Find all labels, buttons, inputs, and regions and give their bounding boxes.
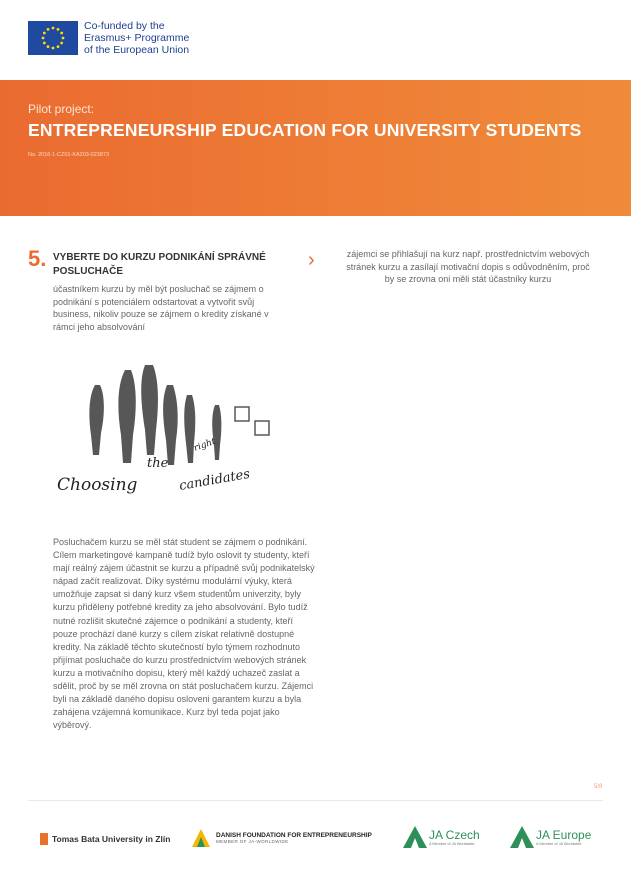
figure-3 — [141, 365, 158, 455]
eu-caption — [84, 20, 189, 56]
eu-logo — [28, 20, 189, 56]
project-number: No. 2016-1-CZ01-KA203-023873 — [28, 152, 110, 158]
eu-star — [43, 32, 46, 35]
ja-czech-logo — [403, 826, 480, 848]
eu-line-2: Erasmus+ Programme — [84, 32, 190, 44]
ja-czech-name: JA Czech — [429, 828, 480, 842]
page-title: ENTREPRENEURSHIP EDUCATION FOR UNIVERSITY STUDENTS — [28, 120, 582, 140]
eu-star — [43, 42, 46, 45]
figure-5 — [184, 395, 195, 463]
dfe-subline: MEMBER OF JA-WORLDWIDE — [216, 839, 289, 844]
sketch-word-candidates: candidates — [178, 466, 252, 494]
ja-czech-mark-icon — [403, 826, 427, 848]
eu-star — [47, 28, 50, 31]
title-banner — [0, 80, 631, 216]
eu-star — [57, 45, 60, 48]
ja-europe-logo — [510, 826, 591, 848]
eu-line-3: of the European Union — [84, 44, 190, 56]
eu-star — [62, 37, 65, 40]
eu-star — [60, 32, 63, 35]
section-title: VYBERTE DO KURZU PODNIKÁNÍ SPRÁVNÉ POSLUCHAČE — [53, 252, 266, 277]
sketch-word-right: right — [192, 436, 218, 454]
dfe-name: DANISH FOUNDATION FOR ENTREPRENEURSHIP — [216, 832, 372, 839]
eu-flag-icon — [28, 21, 78, 55]
tbu-name: Tomas Bata University in Zlín — [52, 834, 171, 844]
ja-europe-subline: A Member of JA Worldwide — [536, 842, 582, 846]
dfe-logo — [192, 829, 372, 847]
ja-europe-mark-icon — [510, 826, 534, 848]
ja-europe-name: JA Europe — [536, 828, 592, 842]
eu-star — [52, 27, 55, 30]
eu-line-1: Co-funded by the — [84, 20, 165, 32]
eu-star — [57, 28, 60, 31]
sketch-people-illustration — [55, 355, 290, 515]
eu-star — [52, 47, 55, 50]
pilot-label: Pilot project: — [28, 102, 95, 116]
tbu-mark-icon — [40, 833, 48, 845]
body-paragraph: Posluchačem kurzu se měl stát student se zájmem o podnikání. Cílem marketingové kampaně tudíž bylo oslovit ty studenty, kteří mají reálný zájem účastnit se kurzu a případně svůj podnikatelský nápad začít realizovat. Díky systému modulární výuky, která umožňuje zapsat si daný kurz všem studentům univerzity, byly kurzu přiděleny potřebné kredity za jeho absolvování. Bylo tudíž nutné rozlišit skutečné zájemce o podnikání a studenty, kteří pouze prochází dané kurzy s cílem získat relativně dostupné kredity. Na základě těchto skutečností bylo týmem rozhodnuto přijímat posluchače do kurzu prostřednictvím webových stránek kurzu a motivačního dopisu, který měl každý uchazeč zaslat a sdělit, proč by se měl zrovna on stát posluchačem kurzu. Zájemci byli na základě daného dopisu osloveni garantem kurzu a byla zahájena vzájemná komunikace. Kurz byl teda pojat jako výběrový. — [53, 537, 315, 731]
chevron-right-icon: › — [308, 249, 315, 271]
page-number: 5/8 — [594, 784, 603, 790]
figure-4 — [163, 385, 178, 465]
eu-star — [42, 37, 45, 40]
figure-box-2 — [255, 421, 269, 435]
ja-czech-subline: A Member of JA Worldwide — [429, 842, 475, 846]
sketch-word-the: the — [147, 456, 169, 471]
section-number: 5. — [28, 246, 47, 271]
sketch-word-choosing: Choosing — [57, 475, 138, 495]
figure-2 — [118, 370, 135, 463]
section-intro: účastníkem kurzu by měl být posluchač se zájmem o podnikání s potenciálem odstartovat a vytvořit svůj business, nikoliv pouze se zájmem o kredity získané v rámci jeho absolvování — [53, 284, 269, 332]
eu-star — [60, 42, 63, 45]
dfe-mark-icon — [192, 829, 210, 847]
eu-star — [47, 45, 50, 48]
footer-divider — [28, 800, 603, 801]
figure-1 — [89, 385, 104, 455]
right-column-text: zájemci se přihlašují na kurz např. prostřednictvím webových stránek kurzu a zasílají motivační dopis s odůvodněním, proč by se zrovna oni měli stát účastníky kurzu — [346, 249, 590, 285]
tbu-logo — [40, 833, 170, 845]
figure-6 — [212, 405, 221, 460]
figure-box-1 — [235, 407, 249, 421]
